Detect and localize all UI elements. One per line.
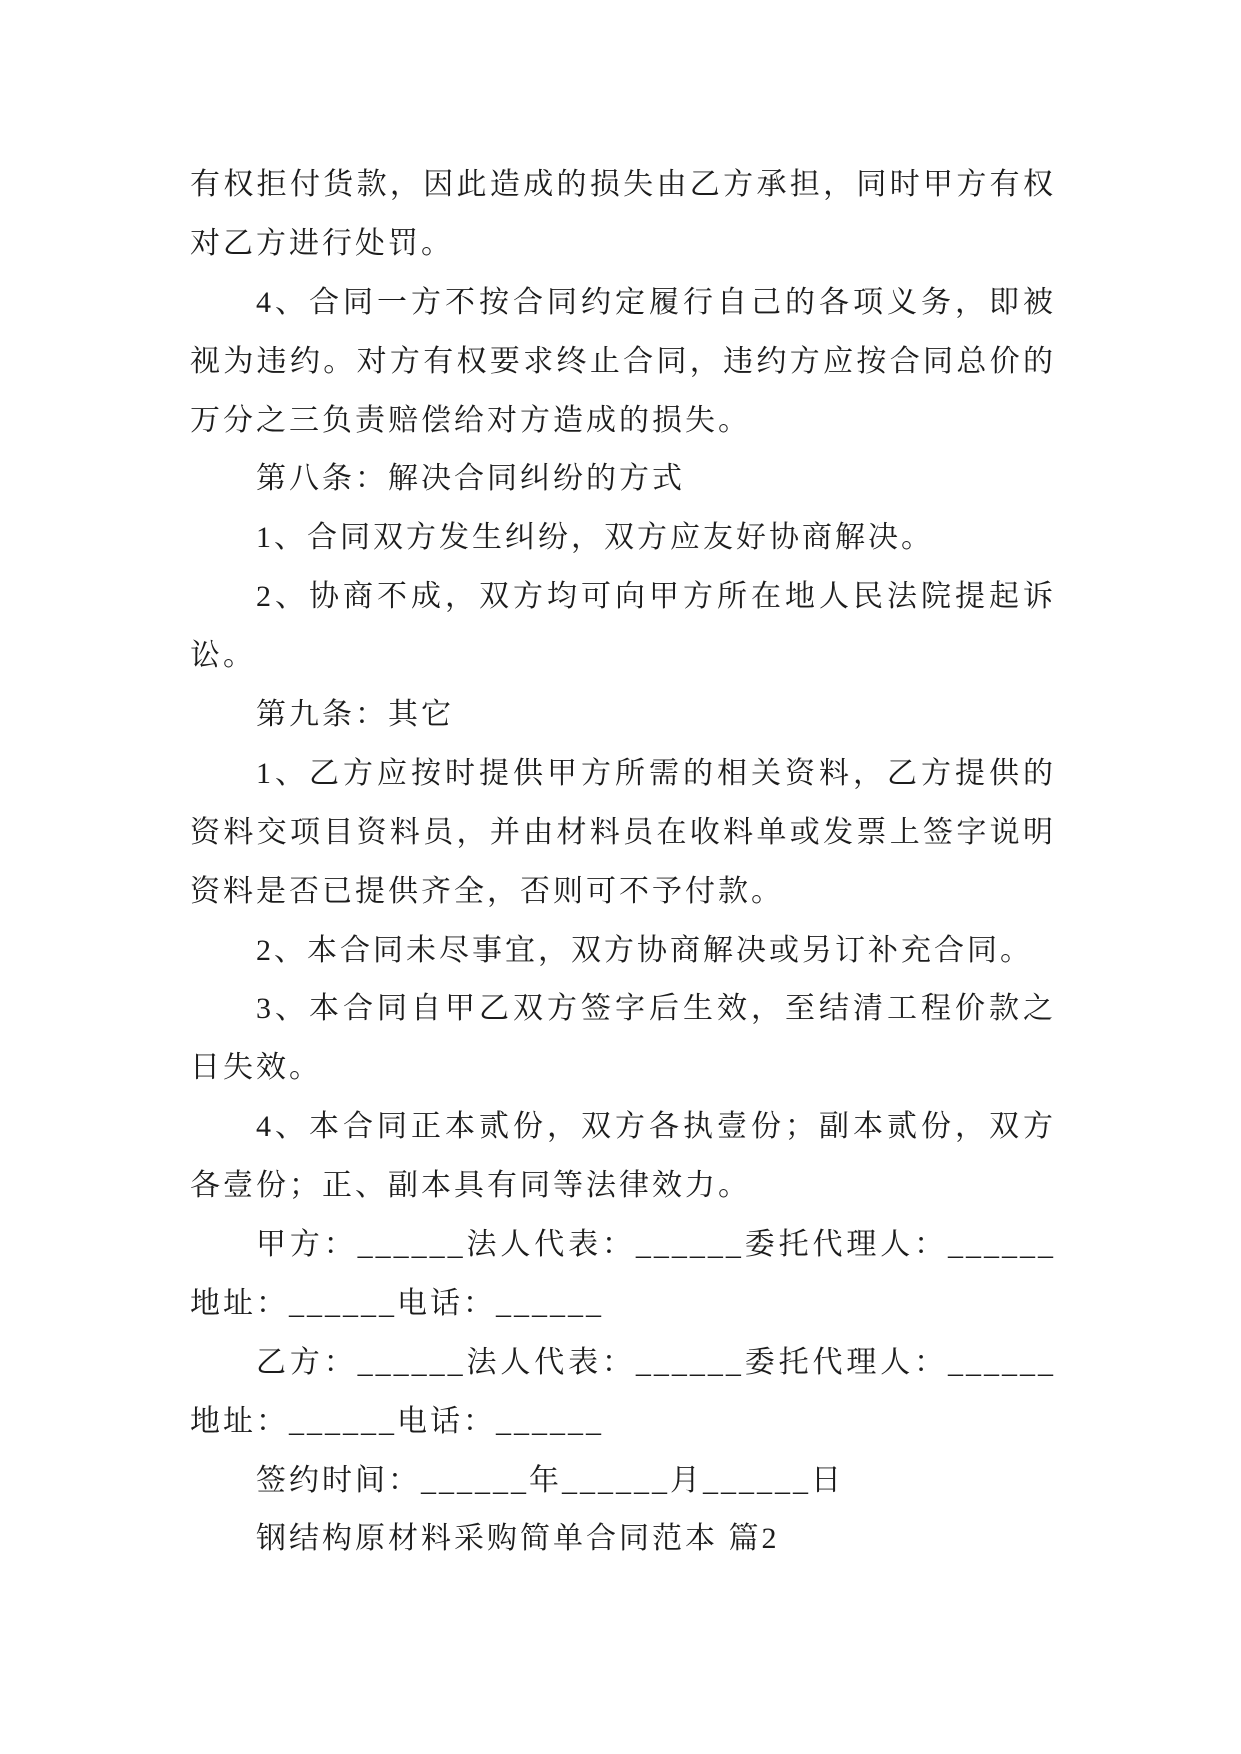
article-8-heading [190, 450, 1056, 509]
text-line: 2、协商不成，双方均可向甲方所在地人民法院提起诉 [256, 580, 1056, 614]
text-line: 钢结构原材料采购简单合同范本 篇2 [256, 1522, 780, 1556]
text-line: 3、本合同自甲乙双方签字后生效，至结清工程价款之 [256, 992, 1056, 1026]
text-line: 各壹份；正、副本具有同等法律效力。 [190, 1169, 751, 1203]
clause-3-continuation [190, 156, 1056, 274]
text-line: 1、合同双方发生纠纷，双方应友好协商解决。 [256, 521, 934, 555]
text-line: 视为违约。对方有权要求终止合同，违约方应按合同总价的 [190, 344, 1056, 378]
text-line: 地址：______电话：______ [190, 1404, 604, 1438]
text-line: 甲方：______法人代表：______委托代理人：______ [256, 1228, 1056, 1262]
next-contract-title [190, 1510, 1056, 1569]
text-line: 第八条：解决合同纠纷的方式 [256, 462, 685, 496]
text-line: 2、本合同未尽事宜，双方协商解决或另订补充合同。 [256, 933, 1033, 967]
text-line: 地址：______电话：______ [190, 1286, 604, 1320]
article-8-item-1 [190, 509, 1056, 568]
text-line: 日失效。 [190, 1051, 322, 1085]
text-line: 乙方：______法人代表：______委托代理人：______ [256, 1345, 1056, 1379]
article-9-heading [190, 686, 1056, 745]
text-line: 签约时间：______年______月______日 [256, 1463, 844, 1497]
text-line: 1、乙方应按时提供甲方所需的相关资料，乙方提供的 [256, 756, 1056, 790]
party-a-signature-block [190, 1216, 1056, 1334]
text-line: 第九条：其它 [256, 698, 454, 732]
article-9-item-2 [190, 922, 1056, 981]
text-line: 对乙方进行处罚。 [190, 226, 454, 260]
text-line: 万分之三负责赔偿给对方造成的损失。 [190, 403, 751, 437]
text-line: 4、合同一方不按合同约定履行自己的各项义务，即被 [256, 285, 1056, 319]
document-body [190, 156, 1056, 1569]
text-line: 资料是否已提供齐全，否则可不予付款。 [190, 874, 784, 908]
text-line: 资料交项目资料员，并由材料员在收料单或发票上签字说明 [190, 815, 1056, 849]
article-9-item-3 [190, 980, 1056, 1098]
signing-date [190, 1452, 1056, 1511]
article-9-item-1 [190, 745, 1056, 922]
article-9-item-4 [190, 1098, 1056, 1216]
party-b-signature-block [190, 1334, 1056, 1452]
clause-4-breach [190, 274, 1056, 451]
article-8-item-2 [190, 568, 1056, 686]
text-line: 讼。 [190, 639, 256, 673]
text-line: 4、本合同正本贰份，双方各执壹份；副本贰份，双方 [256, 1110, 1056, 1144]
text-line: 有权拒付货款，因此造成的损失由乙方承担，同时甲方有权 [190, 168, 1056, 201]
